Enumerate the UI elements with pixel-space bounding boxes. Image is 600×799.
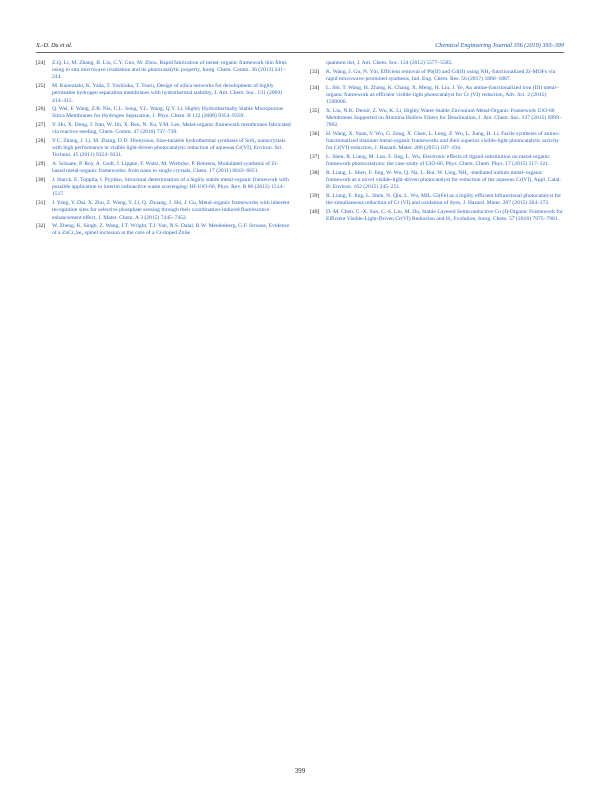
running-header — [36, 42, 564, 49]
reference-entry[interactable] — [310, 209, 565, 223]
reference-number: [31] — [36, 200, 46, 207]
reference-number: [29] — [36, 161, 46, 168]
reference-entry[interactable] — [36, 161, 291, 175]
reference-text[interactable]: R. Liang, F. Jing, L. Shen, N. Qin, L. Wu, MIL-53(Fe) as a highly efficient bifunctional photocatalyst for the simultaneous reduction of Cr (VI) and oxidation of dyes, J. Hazard. Mater. 287 (2015) 364–372. — [326, 192, 562, 207]
references-left-column — [36, 60, 291, 239]
reference-number: [25] — [36, 83, 46, 90]
reference-entry[interactable] — [310, 154, 565, 168]
reference-number — [310, 60, 326, 67]
reference-text[interactable]: M. Kanezashi, K. Yada, T. Yoshioka, T. Tsuru, Design of silica networks for development of highly permeable hydrogen separation membranes with hydrothermal stability, J. Am. Chem. Soc. 131 (2009) 414–415. — [52, 83, 283, 104]
reference-number: [30] — [36, 177, 46, 184]
reference-text[interactable]: L. Shi, T. Wang, H. Zhang, K. Chang, X. Meng, H. Liu, J. Ye, An amine-functionalized iron (III) metal–organic framework as efficient visible-light photocatalyst for Cr (VI) reduction, Adv. Sci. 2 (2015) 1500006. — [326, 84, 559, 106]
header-journal-link[interactable]: Chemical Engineering Journal 356 (2019) 393–399 — [435, 42, 564, 49]
reference-entry[interactable] — [36, 223, 291, 237]
reference-entry[interactable] — [36, 83, 291, 105]
reference-text[interactable]: A. Schaate, P. Roy, A. Godt, J. Lippke, F. Waltz, M. Wiebcke, P. Behrens, Modulated synthesis of Zr-based metal-organic frameworks: from nano to single crystals, Chem. 17 (2011) 6643–6651. — [52, 161, 279, 175]
reference-number: [34] — [310, 84, 320, 91]
reference-entry[interactable] — [36, 200, 291, 222]
reference-text[interactable]: J. Starck, E. Toppila, I. Pyykko, Structural determination of a highly stable metal-organic framework with possible application to interim radioactive waste scavenging: Hf-UiO-66, Phys. Rev. B 86 (2012) 1514–1517. — [52, 177, 289, 198]
reference-entry[interactable] — [310, 69, 565, 83]
reference-number: [28] — [36, 138, 46, 145]
reference-text[interactable]: Z.Q. Li, M. Zhang, B. Liu, C.Y. Guo, M. Zhou, Rapid fabrication of metal–organic framework thin films using in situ microwave irradiation and its photocatalytic property, Inorg. Chem. Comm. 36 (2013) 241–244. — [52, 60, 287, 81]
reference-number: [33] — [310, 68, 320, 75]
reference-number: [39] — [310, 192, 320, 199]
header-divider — [36, 52, 564, 53]
reference-text[interactable]: W. Zheng, K. Singh, Z. Wang, J.T. Wright, T.J. Van, N.S. Dalal, R.W. Meulenberg, G.F. Strouse, Evidence of a ZnCr₂Se₄ spinel inclusion at the core of a Cr-doped ZnSe — [52, 223, 290, 237]
reference-text[interactable]: quantum dot, J. Am. Chem. Soc. 134 (2012) 5577–5585. — [326, 60, 453, 66]
reference-text[interactable]: Y.C. Zhang, J. Li, M. Zhang, D.D. Dionysiou, Size-tunable hydrothermal synthesis of SnS₂ nanocrystals with high performance in visible light-driven photocatalytic reduction of aqueous Cr(VI), Environ. Sci. Technol. 45 (2011) 9324–9331. — [52, 138, 286, 159]
reference-number: [36] — [310, 130, 320, 137]
reference-entry[interactable] — [310, 108, 565, 130]
reference-entry[interactable] — [36, 177, 291, 199]
reference-number: [27] — [36, 122, 46, 129]
reference-text[interactable]: K. Wang, J. Gu, N. Yin, Efficient removal of Pb(II) and Cd(II) using NH₂-functionalized Zr-MOFs via rapid microwave-promoted synthesis, Ind. Eng. Chem. Res. 56 (2017) 1880–1887. — [326, 68, 556, 82]
reference-entry[interactable] — [36, 106, 291, 120]
reference-number: [38] — [310, 169, 320, 176]
reference-entry[interactable] — [310, 131, 565, 153]
reference-number: [35] — [310, 107, 320, 114]
reference-entry[interactable] — [36, 138, 291, 160]
reference-text[interactable]: H. Wang, X. Yuan, Y. Wu, G. Zeng, X. Chen, L. Leng, Z. Wu, L. Jiang, H. Li, Facile synthesis of amino-functionalized titanium metal-organic frameworks and their superior visible-light photocatalytic activity for Cr(VI) reduction, J. Hazard. Mater. 286 (2015) 187–194. — [326, 130, 560, 152]
header-authors: X.-D. Du et al. — [36, 42, 73, 49]
reference-text[interactable]: Y. Hu, X. Dong, J. Nan, W. Jin, X. Ren, N. Xu, Y.M. Lee, Metal-organic framework membranes fabricated via reactive seeding, Chem. Comm. 47 (2010) 737–739. — [52, 122, 291, 136]
reference-text[interactable]: L. Shen, R. Liang, M. Luo, F. Jing, L. Wu, Electronic effects of ligand substitution on metal-organic framework photocatalysts: the case study of UiO-66, Phys. Chem. Chem. Phys. 17 (2015) 117–121. — [326, 153, 550, 168]
reference-entry[interactable] — [36, 122, 291, 136]
reference-entry[interactable] — [310, 60, 565, 67]
reference-number: [32] — [36, 223, 46, 230]
reference-text[interactable]: X. Liu, N.K. Demir, Z. Wu, K. Li, Highly Water-Stable Zirconium Metal-Organic Framework UiO-66 Membranes Supported on Alumina Hollow Fibers for Desalination, J. Am. Chem. Soc. 137 (2015) 6999–7002. — [326, 107, 562, 129]
reference-entry[interactable] — [310, 85, 565, 107]
reference-entry[interactable] — [310, 193, 565, 207]
reference-text[interactable]: Q. Wei, F. Wang, Z.R. Nie, C.L. Song, Y.L. Wang, Q.Y. Li, Highly Hydrothermally Stable Microporous Silica Membranes for Hydrogen Separation, J. Phys. Chem. B 112 (2008) 9354–9359. — [52, 106, 284, 120]
reference-entry[interactable] — [36, 60, 291, 82]
references-right-column — [310, 60, 565, 225]
reference-text[interactable]: J. Yang, Y. Dai, X. Zhu, Z. Wang, Y. Li, Q. Zhuang, J. Shi, J. Gu, Metal-organic frameworks with inherent recognition sites for selective phosphate sensing through their coordination-induced fluorescence enhancement effect, J. Mater. Chem. A 3 (2015) 7445–7452. — [52, 200, 290, 221]
reference-number: [40] — [310, 208, 320, 215]
reference-number: [37] — [310, 153, 320, 160]
page-number: 399 — [294, 768, 306, 775]
reference-number: [24] — [36, 60, 46, 66]
reference-entry[interactable] — [310, 170, 565, 192]
reference-text[interactable]: R. Liang, L. Shen, F. Jing, W. Wu, Q. Na, L. Rui, W. Ling, NH₂ -mediated indium metal–organic framework as a novel visible-light-driven photocatalyst for reduction of the aqueous Cr(VI), Appl. Catal. B: Environ. 162 (2015) 245–251. — [326, 169, 561, 191]
reference-text[interactable]: D.-M. Chen, C.-X. Sun, C.-S. Liu, M. Du, Stable Layered Semiconductive Cu (I)-Organic Framework for Efficient Visible-Light-Driven Cr(VI) Reduction and H₂ Evolution, Inorg. Chem. 57 (2018) 7975–7981. — [326, 208, 563, 223]
reference-number: [26] — [36, 106, 46, 113]
